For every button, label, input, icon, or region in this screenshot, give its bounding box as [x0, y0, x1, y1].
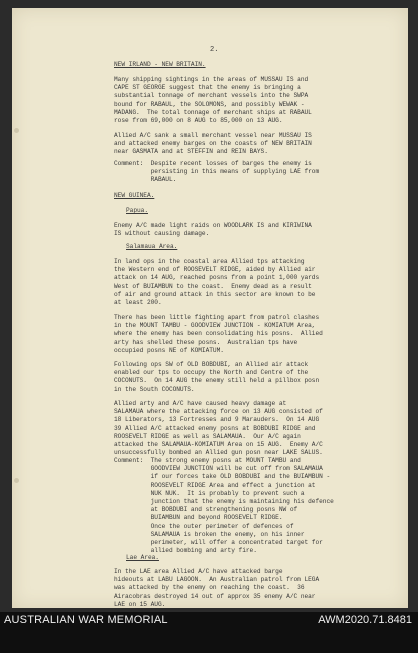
heading-new-guinea: NEW GUINEA. — [114, 192, 155, 199]
paragraph-allied-ac — [114, 132, 312, 157]
text-line: ROOSEVELT RIDGE Area and effect a junction at — [114, 481, 316, 489]
text-line: BUIAMBUN and beyond ROOSEVELT RIDGE. — [114, 514, 283, 522]
paragraph-coconuts — [114, 361, 319, 394]
footer-accession: AWM2020.71.8481 — [318, 614, 412, 626]
text-line: NUK NUK. It is probably to prevent such a — [114, 489, 305, 497]
comment-barges — [114, 160, 319, 185]
paragraph-land-ops — [114, 258, 319, 307]
text-line: in the South COCONUTS. — [114, 385, 195, 393]
text-line: 39 Allied A/C attacked enemy posns at BOBDUBI RIDGE and — [114, 424, 316, 432]
text-line: GOODVIEW JUNCTION will be cut off from SALAMAUA — [114, 465, 323, 473]
text-line: IS without causing damage. — [114, 230, 210, 238]
text-line: at BOBDUBI and strengthening posns NW of — [114, 506, 298, 514]
text-line: In the LAE area Allied A/C have attacked barge — [114, 568, 283, 575]
text-line: attacked the SALAMAUA-KOMIATUM Area on 15 AUG. Enemy A/C — [114, 441, 323, 449]
page-number: 2. — [210, 46, 219, 54]
text-line: RABAUL. — [114, 176, 177, 184]
paragraph-patrol-clashes — [114, 314, 323, 355]
text-line: was attacked by the enemy on reaching the coast. 36 — [114, 584, 305, 592]
text-line: enabled our tps to occupy the North and Centre of the — [114, 369, 309, 377]
text-line: Comment: The strong enemy posns at MOUNT TAMBU and — [114, 457, 301, 464]
text-line: attack on 14 AUG, reached posns from a point 1,000 yards — [114, 274, 320, 282]
text-line: Airacobras destroyed 14 out of approx 35 enemy A/C near — [114, 592, 316, 600]
heading-new-ireland: NEW IRLAND - NEW BRITAIN. — [114, 61, 206, 68]
text-line: occupied posns NE of KOMIATUM. — [114, 346, 224, 354]
text-line: MADANG. The total tonnage of merchant ships at RABAUL — [114, 108, 312, 116]
text-line: at least 200. — [114, 299, 162, 307]
text-line: arty has shelled these posns. Australian tps have — [114, 338, 298, 346]
text-line: persisting in this means of supplying LAE from — [114, 168, 320, 176]
text-line: SALAMAUA is broken the enemy, on his inner — [114, 530, 305, 538]
text-line: West of BUIAMBUN to the coast. Enemy dead as a result — [114, 282, 312, 290]
heading-papua: Papua. — [126, 207, 148, 214]
text-line: Enemy A/C made light raids on WOODLARK IS and KIRIWINA — [114, 222, 312, 229]
text-line: There has been little fighting apart from patrol clashes — [114, 314, 320, 321]
text-line: Once the outer perimeter of defences of — [114, 522, 294, 530]
footer-institution: AUSTRALIAN WAR MEMORIAL — [4, 614, 168, 626]
text-line: perimeter, will offer a concentrated target for — [114, 539, 323, 547]
comment-tambu — [114, 457, 334, 555]
text-line: and attacked enemy barges on the coasts of NEW BRITAIN — [114, 140, 312, 148]
text-line: substantial tonnage of merchant vessels into the SWPA — [114, 92, 309, 100]
document-page — [12, 8, 408, 608]
paragraph-arty-ac — [114, 400, 323, 457]
text-line: allied bombing and arty fire. — [114, 547, 257, 555]
text-line: junction that the enemy is maintaining his defence — [114, 498, 334, 506]
text-line: unsuccessfully bombed an Allied gun posn near LAKE SALUS. — [114, 449, 323, 457]
text-line: hideouts at LABU LAGOON. An Australian patrol from LEGA — [114, 576, 320, 584]
heading-lae: Lae Area. — [126, 554, 159, 561]
text-line: if our forces take OLD BOBDUBI and the BUIAMBUN - — [114, 473, 331, 481]
text-line: Allied arty and A/C have caused heavy damage at — [114, 400, 287, 407]
text-line: of air and ground attack in this sector are known to be — [114, 290, 316, 298]
text-line: in the MOUNT TAMBU - GOODVIEW JUNCTION - KOMIATUM Area, — [114, 322, 316, 330]
paragraph-papua — [114, 222, 312, 238]
text-line: 18 Liberators, 13 Fortresses and 9 Marauders. On 14 AUG — [114, 416, 320, 424]
paragraph-shipping — [114, 76, 312, 125]
paragraph-lae — [114, 568, 319, 608]
text-line: CAPE ST GEORGE suggest that the enemy is bringing a — [114, 84, 301, 92]
text-line: where the enemy has been consolidating his posns. Allied — [114, 330, 323, 338]
text-line: Following ops SW of OLD BOBDUBI, an Allied air attack — [114, 361, 309, 368]
text-line: rose from 69,000 on 8 AUG to 85,000 on 13 AUG. — [114, 117, 283, 125]
text-line: ROOSEVELT RIDGE as well as SALAMAUA. Our A/C again — [114, 432, 301, 440]
text-line: COCONUTS. On 14 AUG the enemy still held a pillbox posn — [114, 377, 320, 385]
punch-hole — [14, 478, 19, 483]
text-line: near GASMATA and at STEFFIN and REIN BAYS. — [114, 148, 268, 156]
text-line: bound for RABAUL, the SOLOMONS, and possibly WEWAK - — [114, 100, 305, 108]
text-line: Allied A/C sank a small merchant vessel near MUSSAU IS — [114, 132, 312, 139]
text-line: In land ops in the coastal area Allied tps attacking — [114, 258, 305, 265]
text-line: LAE on 15 AUG. — [114, 600, 166, 608]
text-line: the Western end of ROOSEVELT RIDGE, aided by Allied air — [114, 266, 316, 274]
text-line: Comment: Despite recent losses of barges the enemy is — [114, 160, 312, 167]
heading-salamaua: Salamaua Area. — [126, 243, 178, 250]
text-line: SALAMAUA where the attacking force on 13 AUG consisted of — [114, 408, 323, 416]
text-line: Many shipping sightings in the areas of MUSSAU IS and — [114, 76, 309, 83]
punch-hole — [14, 128, 19, 133]
